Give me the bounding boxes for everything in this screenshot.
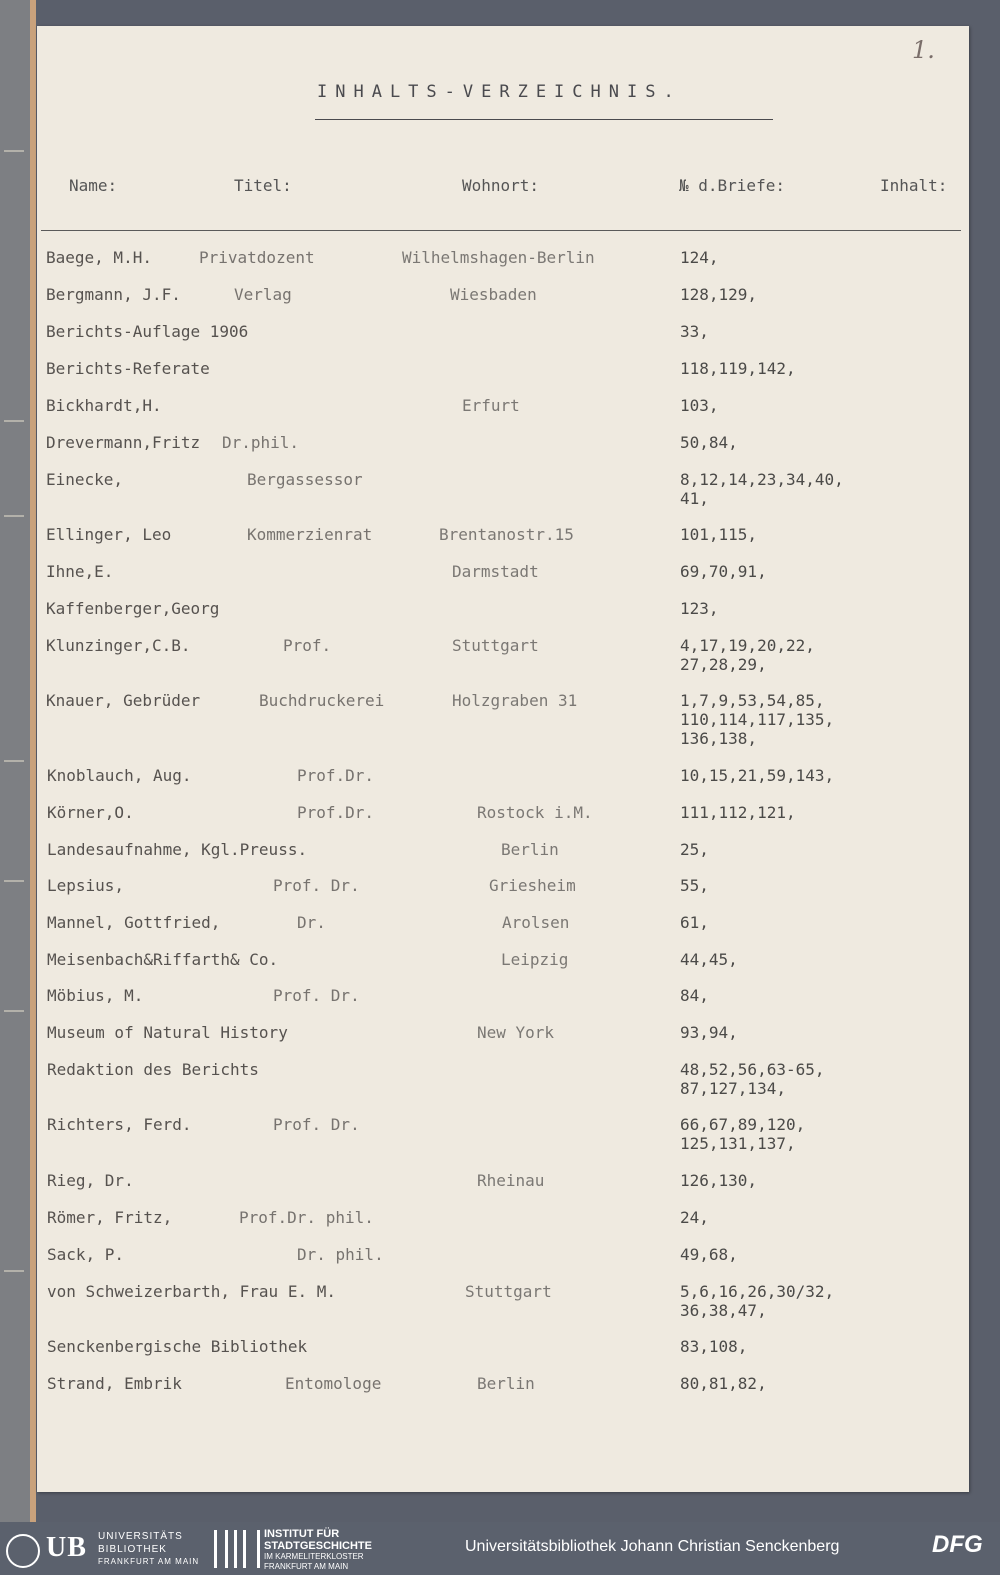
entry-letters: 124, <box>680 248 719 267</box>
header-inhalt: Inhalt: <box>880 176 948 195</box>
entry-place: Wilhelmshagen-Berlin <box>402 248 595 267</box>
footer-caption: Universitätsbibliothek Johann Christian Senckenberg <box>465 1538 840 1555</box>
entry-letters: 83,108, <box>680 1337 748 1356</box>
entry-title: Prof. Dr. <box>273 986 360 1005</box>
entry-letters: 33, <box>680 322 709 341</box>
entry-name: Römer, Fritz, <box>47 1208 173 1227</box>
entry-place: Leipzig <box>501 950 569 969</box>
table-row <box>37 876 969 912</box>
ub-seal-icon <box>6 1534 40 1568</box>
entry-letters: 61, <box>680 913 709 932</box>
entry-name: Drevermann,Fritz <box>46 433 201 452</box>
entry-letters: 80,81,82, <box>680 1374 767 1393</box>
page-title: INHALTS-VERZEICHNIS. <box>317 82 682 102</box>
table-row <box>37 359 969 395</box>
entry-name: Körner,O. <box>47 803 134 822</box>
entry-letters: 101,115, <box>680 525 758 544</box>
footer-bar <box>0 1522 1000 1575</box>
header-titel: Titel: <box>234 176 292 195</box>
institut-logo-icon <box>214 1530 260 1568</box>
entry-title: Entomologe <box>285 1374 382 1393</box>
table-row <box>37 433 969 469</box>
entry-title: Dr. phil. <box>297 1245 384 1264</box>
ub-logo-text: UB <box>46 1532 87 1563</box>
entry-place: Stuttgart <box>465 1282 552 1301</box>
entry-letters: 25, <box>680 840 709 859</box>
entry-name: Redaktion des Berichts <box>47 1060 259 1079</box>
entry-name: Strand, Embrik <box>47 1374 182 1393</box>
entry-title: Buchdruckerei <box>259 691 385 710</box>
entry-letters: 49,68, <box>680 1245 738 1264</box>
book-binding <box>0 0 36 1522</box>
entry-name: Kaffenberger,Georg <box>46 599 220 618</box>
entry-name: Museum of Natural History <box>47 1023 288 1042</box>
entry-letters: 10,15,21,59,143, <box>680 766 835 785</box>
table-row <box>37 1208 969 1244</box>
table-row <box>37 1374 969 1410</box>
entry-letters: 93,94, <box>680 1023 738 1042</box>
entry-place: Holzgraben 31 <box>452 691 578 710</box>
entry-letters: 126,130, <box>680 1171 758 1190</box>
inst-line-2: STADTGESCHICHTE <box>264 1540 372 1552</box>
table-row <box>37 1115 969 1151</box>
entry-title: Prof.Dr. <box>297 766 375 785</box>
entry-title: Bergassessor <box>247 470 363 489</box>
entry-title: Dr. <box>297 913 326 932</box>
page-number: 1. <box>912 36 935 64</box>
dfg-logo: DFG <box>932 1531 983 1558</box>
table-row <box>37 1060 969 1096</box>
entry-letters: 118,119,142, <box>680 359 796 378</box>
entry-letters: 66,67,89,120, 125,131,137, <box>680 1115 806 1153</box>
table-row <box>37 470 969 506</box>
entry-name: Knauer, Gebrüder <box>46 691 201 710</box>
entry-name: Berichts-Auflage 1906 <box>46 322 249 341</box>
entry-name: Bickhardt,H. <box>46 396 162 415</box>
entry-name: Senckenbergische Bibliothek <box>47 1337 308 1356</box>
entry-name: Richters, Ferd. <box>47 1115 192 1134</box>
binding-thread <box>4 1010 24 1012</box>
entry-letters: 123, <box>680 599 719 618</box>
entry-letters: 128,129, <box>680 285 758 304</box>
entry-title: Prof.Dr. <box>297 803 375 822</box>
entry-title: Kommerzienrat <box>247 525 373 544</box>
entry-name: von Schweizerbarth, Frau E. M. <box>47 1282 336 1301</box>
entry-name: Bergmann, J.F. <box>46 285 181 304</box>
table-row <box>37 285 969 321</box>
binding-thread <box>4 880 24 882</box>
table-row <box>37 322 969 358</box>
entry-place: Griesheim <box>489 876 576 895</box>
entry-name: Knoblauch, Aug. <box>47 766 192 785</box>
entry-name: Mannel, Gottfried, <box>47 913 221 932</box>
entry-name: Baege, M.H. <box>46 248 152 267</box>
ub-line-3: FRANKFURT AM MAIN <box>98 1557 200 1566</box>
entry-letters: 84, <box>680 986 709 1005</box>
binding-thread <box>4 150 24 152</box>
binding-thread <box>4 1270 24 1272</box>
header-rule <box>41 230 961 231</box>
entry-name: Meisenbach&Riffarth& Co. <box>47 950 279 969</box>
entry-name: Rieg, Dr. <box>47 1171 134 1190</box>
entry-place: Rheinau <box>477 1171 545 1190</box>
entry-letters: 1,7,9,53,54,85, 110,114,117,135, 136,138, <box>680 691 835 748</box>
table-row <box>37 913 969 949</box>
entry-letters: 5,6,16,26,30/32, 36,38,47, <box>680 1282 835 1320</box>
table-row <box>37 248 969 284</box>
table-row <box>37 840 969 876</box>
entry-title: Prof. <box>283 636 332 655</box>
table-row <box>37 599 969 635</box>
table-row <box>37 525 969 561</box>
header-wohnort: Wohnort: <box>462 176 540 195</box>
document-page <box>37 26 969 1492</box>
table-row <box>37 691 969 748</box>
table-row <box>37 636 969 672</box>
entry-name: Berichts-Referate <box>46 359 210 378</box>
entry-place: Berlin <box>477 1374 535 1393</box>
entry-title: Prof. Dr. <box>273 1115 360 1134</box>
entry-name: Ihne,E. <box>46 562 114 581</box>
entry-place: Arolsen <box>502 913 570 932</box>
binding-thread <box>4 420 24 422</box>
table-row <box>37 950 969 986</box>
table-row <box>37 1337 969 1373</box>
entry-letters: 103, <box>680 396 719 415</box>
entry-title: Verlag <box>234 285 292 304</box>
entry-name: Sack, P. <box>47 1245 125 1264</box>
entry-place: Brentanostr.15 <box>439 525 574 544</box>
entry-place: Stuttgart <box>452 636 539 655</box>
inst-line-3: IM KARMELITERKLOSTER <box>264 1552 364 1561</box>
entry-letters: 8,12,14,23,34,40, 41, <box>680 470 844 508</box>
entry-name: Landesaufnahme, Kgl.Preuss. <box>47 840 308 859</box>
table-row <box>37 1245 969 1281</box>
entry-name: Lepsius, <box>47 876 125 895</box>
entry-letters: 111,112,121, <box>680 803 796 822</box>
entry-title: Prof.Dr. phil. <box>239 1208 374 1227</box>
binding-thread <box>4 515 24 517</box>
entry-place: Erfurt <box>462 396 520 415</box>
header-briefe: № d.Briefe: <box>679 176 785 195</box>
binding-thread <box>4 760 24 762</box>
entry-name: Ellinger, Leo <box>46 525 172 544</box>
entry-title: Privatdozent <box>199 248 315 267</box>
entry-letters: 55, <box>680 876 709 895</box>
table-row <box>37 986 969 1022</box>
entry-letters: 24, <box>680 1208 709 1227</box>
entry-place: Rostock i.M. <box>477 803 593 822</box>
ub-line-2: BIBLIOTHEK <box>98 1544 167 1555</box>
ub-line-1: UNIVERSITÄTS <box>98 1531 183 1542</box>
table-row <box>37 766 969 802</box>
entry-letters: 69,70,91, <box>680 562 767 581</box>
entry-letters: 44,45, <box>680 950 738 969</box>
entry-place: New York <box>477 1023 555 1042</box>
header-name: Name: <box>69 176 118 195</box>
entry-title: Prof. Dr. <box>273 876 360 895</box>
entry-name: Klunzinger,C.B. <box>46 636 191 655</box>
title-underline <box>315 119 773 120</box>
table-row <box>37 803 969 839</box>
table-row <box>37 1171 969 1207</box>
table-row <box>37 1023 969 1059</box>
table-row <box>37 562 969 598</box>
entry-name: Einecke, <box>46 470 124 489</box>
table-row <box>37 1282 969 1318</box>
entry-letters: 50,84, <box>680 433 738 452</box>
entry-place: Berlin <box>501 840 559 859</box>
entry-name: Möbius, M. <box>47 986 144 1005</box>
inst-line-1: INSTITUT FÜR <box>264 1528 340 1540</box>
inst-line-4: FRANKFURT AM MAIN <box>264 1562 349 1571</box>
entry-letters: 4,17,19,20,22, 27,28,29, <box>680 636 815 674</box>
entry-title: Dr.phil. <box>222 433 300 452</box>
entry-place: Darmstadt <box>452 562 539 581</box>
entry-place: Wiesbaden <box>450 285 537 304</box>
entry-letters: 48,52,56,63-65, 87,127,134, <box>680 1060 825 1098</box>
table-row <box>37 396 969 432</box>
